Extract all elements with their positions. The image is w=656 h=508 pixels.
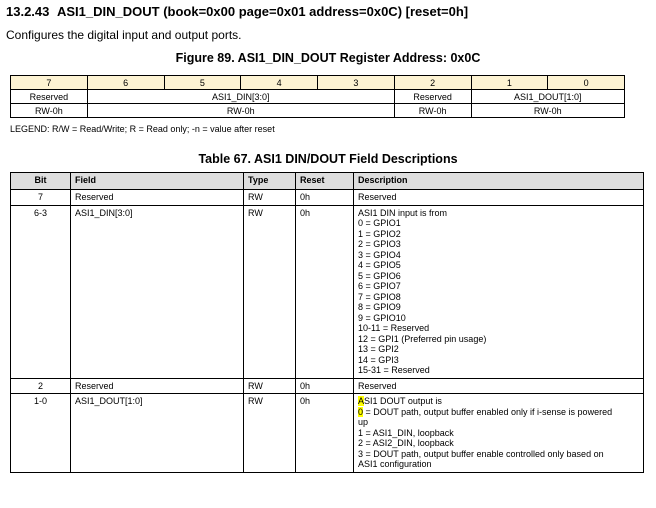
row-field: ASI1_DOUT[1:0] [71,394,244,473]
description-line: 14 = GPI3 [358,354,399,365]
bit-cell: 4 [241,76,318,90]
description-line: 7 = GPIO8 [358,291,401,302]
description-line: 0 = DOUT path, output buffer enabled only if i-sense is powered [358,406,613,417]
row-reset: 0h [296,394,354,473]
row-field: ASI1_DIN[3:0] [71,205,244,378]
register-access-row [11,104,625,118]
description-line: 1 = ASI1_DIN, loopback [358,427,454,438]
row-type: RW [244,378,296,394]
description-line: Reserved [358,380,397,391]
section-description: Configures the digital input and output ports. [6,28,242,42]
description-line: 0 = GPIO1 [358,218,401,228]
description-line: 2 = GPIO3 [358,239,401,249]
row-reset: 0h [296,190,354,206]
table-header-row [11,173,644,190]
bit-cell: 6 [87,76,164,90]
section-heading [6,4,468,19]
row-bit: 7 [11,190,71,206]
row-reset: 0h [296,378,354,394]
register-legend: LEGEND: R/W = Read/Write; R = Read only; -n = value after reset [10,124,275,134]
column-header-type: Type [244,173,296,190]
register-bit-row [11,76,625,90]
description-line: 1 = GPIO2 [358,228,401,239]
bit-cell: 3 [318,76,395,90]
row-description [354,190,644,206]
row-bit: 6-3 [11,205,71,378]
table-row [11,394,644,473]
description-line: 9 = GPIO10 [358,312,406,323]
description-line: ASI1 configuration [358,459,432,469]
row-description [354,394,644,473]
description-line: 10-11 = Reserved [358,323,430,333]
description-line: ASI1 DIN input is from [358,207,448,218]
section-title: ASI1_DIN_DOUT (book=0x00 page=0x01 address=0x0C) [reset=0h] [57,4,469,19]
row-type: RW [244,394,296,473]
access-cell: RW-0h [471,104,625,118]
figure-title: Figure 89. ASI1_DIN_DOUT Register Address: 0x0C [175,51,481,65]
row-type: RW [244,190,296,206]
column-header-description: Description [354,173,644,190]
description-line: Reserved [358,192,397,202]
field-cell: Reserved [394,90,471,104]
row-field: Reserved [71,378,244,394]
description-line: 3 = GPIO4 [358,249,401,260]
bit-cell: 5 [164,76,241,90]
description-line: 6 = GPIO7 [358,281,401,291]
field-description-table [10,172,644,473]
bit-cell: 0 [548,76,625,90]
section-number: 13.2.43 [6,4,50,19]
description-line: 3 = DOUT path, output buffer enable controlled only based on [358,448,604,459]
table-row [11,205,644,378]
column-header-bit: Bit [11,173,71,190]
table-row [11,190,644,206]
field-cell: ASI1_DOUT[1:0] [471,90,625,104]
description-line: 15-31 = Reserved [358,365,430,375]
row-bit: 1-0 [11,394,71,473]
row-bit: 2 [11,378,71,394]
register-field-row [11,90,625,104]
description-line: up [358,417,369,427]
description-line: 12 = GPI1 (Preferred pin usage) [358,333,487,344]
description-line: 4 = GPIO5 [358,260,401,270]
description-line: 2 = ASI2_DIN, loopback [358,438,454,448]
bit-cell: 1 [471,76,548,90]
field-cell: Reserved [11,90,88,104]
field-cell: ASI1_DIN[3:0] [87,90,394,104]
description-line: 13 = GPI2 [358,344,399,354]
column-header-reset: Reset [296,173,354,190]
access-cell: RW-0h [87,104,394,118]
access-cell: RW-0h [394,104,471,118]
column-header-field: Field [71,173,244,190]
table-title: Table 67. ASI1 DIN/DOUT Field Descriptions [198,152,458,166]
bit-cell: 7 [11,76,88,90]
row-field: Reserved [71,190,244,206]
bit-cell: 2 [394,76,471,90]
row-reset: 0h [296,205,354,378]
table-row [11,378,644,394]
description-line: 8 = GPIO9 [358,302,401,312]
access-cell: RW-0h [11,104,88,118]
register-map-table [10,75,625,118]
row-description [354,205,644,378]
description-line: 5 = GPIO6 [358,270,401,281]
row-description [354,378,644,394]
description-line: ASI1 DOUT output is [358,396,442,406]
row-type: RW [244,205,296,378]
